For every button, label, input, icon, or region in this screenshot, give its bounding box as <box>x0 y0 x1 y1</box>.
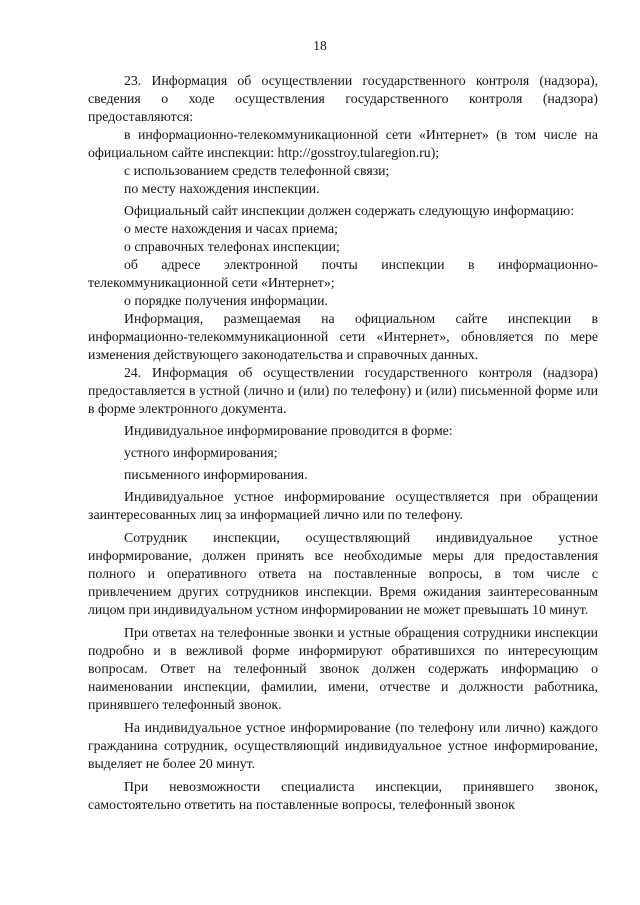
list-item-procedure: о порядке получения информации. <box>124 293 328 308</box>
list-item-location: по месту нахождения инспекции. <box>124 181 320 196</box>
paragraph-employee: Сотрудник инспекции, осуществляющий индивидуальное устное информирование, должен принять все необходимые меры для предоставления полного и оперативного ответа на поставленные вопросы, в том числе с привлечением других сотрудников инспекции. Время ожидания заинтересованным лицом при индивидуальном устном информировании не может превышать 10 минут. <box>88 530 598 617</box>
document-body <box>88 72 598 814</box>
paragraph-individual-forms: Индивидуальное информирование проводится в форме: <box>124 423 453 438</box>
paragraph-23: 23. Информация об осуществлении государственного контроля (надзора), сведения о ходе осуществления государственного контроля (надзора) предоставляются: <box>88 73 598 124</box>
list-item-phone: с использованием средств телефонной связи; <box>124 163 390 178</box>
list-item-written: письменного информирования. <box>124 467 308 482</box>
list-item-phones: о справочных телефонах инспекции; <box>124 239 340 254</box>
list-item-oral: устного информирования; <box>124 445 278 460</box>
paragraph-phone-calls: При ответах на телефонные звонки и устные обращения сотрудники инспекции подробно и в вежливой форме информируют обратившихся по интересующим вопросам. Ответ на телефонный звонок должен содержать информацию о наименовании инспекции, фамилии, имени, отчестве и должности работника, принявшего телефонный звонок. <box>88 625 598 712</box>
paragraph-impossibility: При невозможности специалиста инспекции, принявшего звонок, самостоятельно ответить на поставленные вопросы, телефонный звонок <box>88 779 598 812</box>
paragraph-oral-informing: Индивидуальное устное информирование осуществляется при обращении заинтересованных лиц за информацией лично или по телефону. <box>88 489 598 522</box>
paragraph-site-content: Официальный сайт инспекции должен содержать следующую информацию: <box>124 203 575 218</box>
paragraph-24: 24. Информация об осуществлении государственного контроля (надзора) предоставляется в устной (лично и (или) по телефону) и (или) письменной форме или в форме электронного документа. <box>88 365 598 416</box>
list-item-hours: о месте нахождения и часах приема; <box>124 221 338 236</box>
page-number: 18 <box>313 38 327 53</box>
list-item-internet: в информационно-телекоммуникационной сети «Интернет» (в том числе на официальном сайте инспекции: http://gosstroy.tularegion.ru); <box>88 127 598 160</box>
list-item-email: об адресе электронной почты инспекции в информационно-телекоммуникационной сети «Интернет»; <box>88 257 598 290</box>
paragraph-site-update: Информация, размещаемая на официальном сайте инспекции в информационно-телекоммуникационной сети «Интернет», обновляется по мере изменения действующего законодательства и справочных данных. <box>88 311 598 362</box>
paragraph-time-limit: На индивидуальное устное информирование (по телефону или лично) каждого гражданина сотрудник, осуществляющий индивидуальное устное информирование, выделяет не более 20 минут. <box>88 720 598 771</box>
